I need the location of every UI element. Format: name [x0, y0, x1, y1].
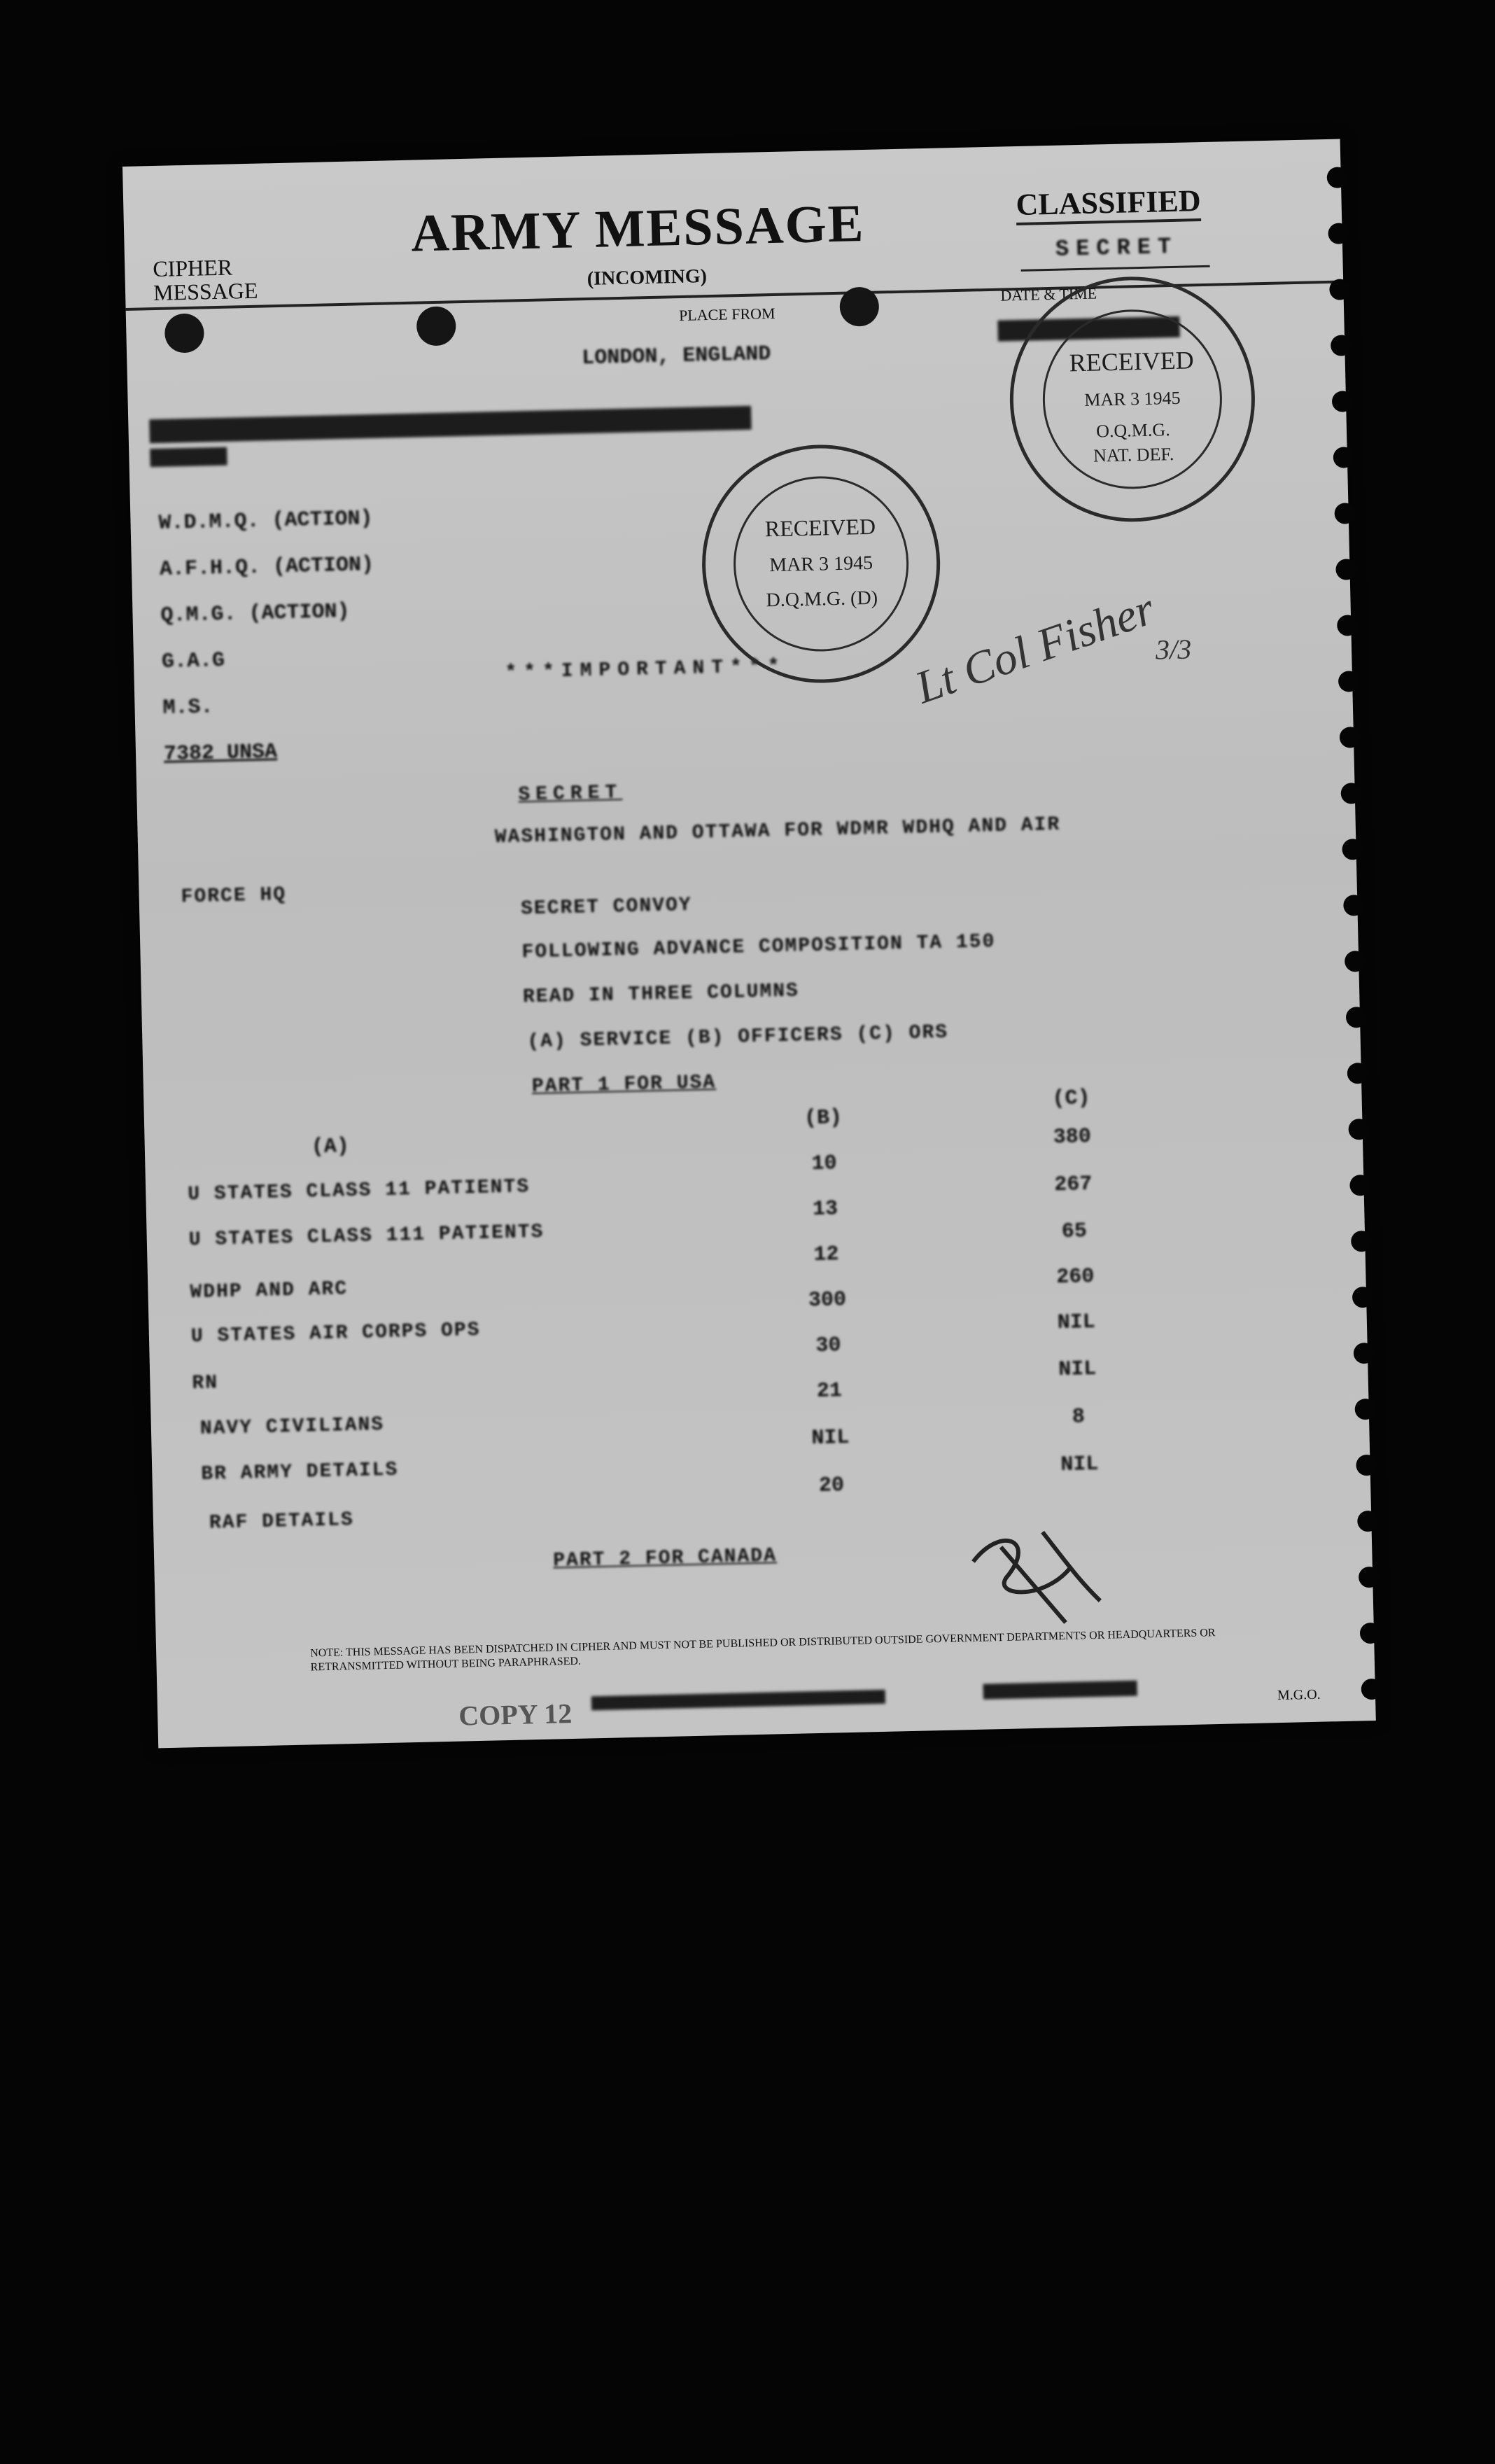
row-label: RN [192, 1372, 219, 1395]
classification-value: SECRET [1055, 233, 1179, 262]
row-ors: 260 [1055, 1264, 1095, 1290]
place-from-label: PLACE FROM [678, 304, 775, 325]
message-label: MESSAGE [153, 277, 258, 306]
feed-hole [1348, 1119, 1370, 1140]
feed-hole [1337, 615, 1359, 636]
cipher-label: CIPHER [152, 254, 233, 282]
addressee: G.A.G [161, 648, 225, 674]
row-officers: 12 [813, 1242, 839, 1267]
message-line-2: SECRET CONVOY [520, 894, 692, 920]
important-line: ***IMPORTANT*** [505, 655, 787, 684]
place-from-value: LONDON, ENGLAND [582, 342, 771, 371]
feed-hole [1359, 1567, 1380, 1588]
feed-hole [1340, 727, 1361, 748]
feed-hole [1342, 839, 1363, 860]
redaction-bar [983, 1681, 1137, 1700]
stamp-received-text: RECEIVED [764, 513, 876, 542]
part1-heading: PART 1 FOR USA [531, 1072, 717, 1098]
received-stamp-dqmg [699, 442, 943, 686]
feed-hole [1334, 503, 1356, 524]
date-time-label: DATE & TIME [1000, 284, 1097, 304]
feed-hole [1354, 1399, 1376, 1420]
row-officers: 13 [812, 1197, 838, 1222]
classification-rule [1021, 265, 1210, 272]
message-line-5: (A) SERVICE (B) OFFICERS (C) ORS [527, 1021, 949, 1054]
stamp-department: NAT. DEF. [1093, 444, 1174, 466]
column-c-header: (C) [1052, 1086, 1090, 1112]
feed-hole [1331, 335, 1352, 356]
feed-hole [1351, 1231, 1373, 1252]
feed-hole [1346, 1007, 1368, 1028]
signature-date: 3/3 [1155, 633, 1192, 666]
column-b-header: (B) [803, 1106, 843, 1131]
message-sheet [122, 139, 1376, 1749]
row-ors: NIL [1058, 1357, 1097, 1382]
force-label: FORCE HQ [181, 883, 287, 909]
addressee: M.S. [162, 695, 213, 720]
feed-hole [1340, 783, 1362, 804]
stamp-department: O.Q.M.G. [1095, 419, 1170, 442]
addressee-list [158, 496, 379, 778]
binder-hole [839, 287, 879, 327]
row-officers: 20 [818, 1474, 845, 1498]
row-officers: 300 [808, 1287, 847, 1313]
stamp-date: MAR 3 1945 [1083, 387, 1181, 410]
feed-hole [1332, 391, 1354, 412]
row-label: U STATES CLASS 11 PATIENTS [187, 1176, 531, 1206]
addressee: W.D.M.Q. (ACTION) [158, 507, 373, 536]
row-officers: 21 [816, 1379, 843, 1404]
feed-hole [1360, 1623, 1382, 1644]
redaction-bar [149, 406, 752, 444]
part2-heading: PART 2 FOR CANADA [553, 1545, 778, 1572]
feed-hole [1347, 1063, 1369, 1084]
secret-heading: SECRET [518, 782, 623, 806]
initials-scribble [958, 1516, 1115, 1639]
stamp-date: MAR 3 1945 [768, 552, 873, 577]
stamp-department: D.Q.M.G. (D) [766, 587, 878, 612]
row-ors: NIL [1060, 1452, 1099, 1478]
feed-hole [1345, 951, 1366, 972]
classified-label: CLASSIFIED [1016, 183, 1201, 225]
footer-note: NOTE: THIS MESSAGE HAS BEEN DISPATCHED IN CIPHER AND MUST NOT BE PUBLISHED OR DISTRIBUTED OUTSIDE GOVERNMENT DEPARTMENTS OR HEADQUARTERS OR RETRANSMITTED WITHOUT BEING PARAPHRASED. [310, 1627, 1216, 1674]
row-ors: 65 [1061, 1219, 1088, 1244]
row-label: BR ARMY DETAILS [201, 1459, 399, 1485]
received-stamp-oqmg [1007, 274, 1258, 524]
addressee: 7382 UNSA [163, 740, 278, 766]
column-a-header: (A) [311, 1135, 350, 1160]
feed-hole [1357, 1511, 1379, 1532]
incoming-label: (INCOMING) [587, 265, 708, 290]
handwritten-signature: Lt Col Fisher [908, 582, 1161, 714]
redaction-bar [591, 1690, 885, 1711]
feed-hole [1328, 223, 1349, 244]
row-ors: 380 [1053, 1124, 1092, 1150]
message-line-3: FOLLOWING ADVANCE COMPOSITION TA 150 [521, 930, 996, 964]
feed-hole [1356, 1455, 1377, 1476]
row-label: RAF DETAILS [209, 1508, 355, 1534]
cipher-message-label [153, 255, 258, 304]
addressee: Q.M.G. (ACTION) [160, 599, 350, 628]
row-officers: NIL [811, 1425, 850, 1451]
feed-hole [1329, 279, 1351, 300]
redaction-bar [150, 447, 227, 467]
message-line-1: WASHINGTON AND OTTAWA FOR WDMR WDHQ AND AIR [494, 813, 1061, 849]
row-label: U STATES AIR CORPS OPS [190, 1319, 481, 1348]
row-officers: 30 [815, 1334, 841, 1358]
message-line-4: READ IN THREE COLUMNS [522, 980, 800, 1009]
copy-number: COPY 12 [458, 1698, 573, 1732]
feed-hole [1326, 167, 1348, 188]
binder-hole [164, 313, 204, 353]
feed-hole [1338, 671, 1360, 692]
feed-hole [1349, 1175, 1371, 1196]
feed-hole [1333, 447, 1355, 468]
feed-hole [1335, 559, 1357, 580]
feed-hole [1354, 1343, 1375, 1364]
feed-hole [1343, 895, 1365, 916]
row-label: U STATES CLASS 111 PATIENTS [188, 1221, 545, 1252]
row-ors: 8 [1072, 1405, 1086, 1429]
stamp-received-text: RECEIVED [1069, 346, 1195, 377]
feed-hole [1352, 1287, 1374, 1308]
mgo-label: M.G.O. [1277, 1686, 1321, 1704]
feed-hole [1361, 1679, 1382, 1700]
row-label: NAVY CIVILIANS [199, 1413, 385, 1440]
row-officers: 10 [811, 1152, 837, 1177]
row-label: WDHP AND ARC [190, 1278, 349, 1304]
page-title: ARMY MESSAGE [410, 193, 866, 263]
addressee: A.F.H.Q. (ACTION) [159, 553, 374, 582]
row-ors: NIL [1057, 1310, 1096, 1336]
binder-hole [416, 306, 456, 346]
row-ors: 267 [1053, 1172, 1093, 1198]
